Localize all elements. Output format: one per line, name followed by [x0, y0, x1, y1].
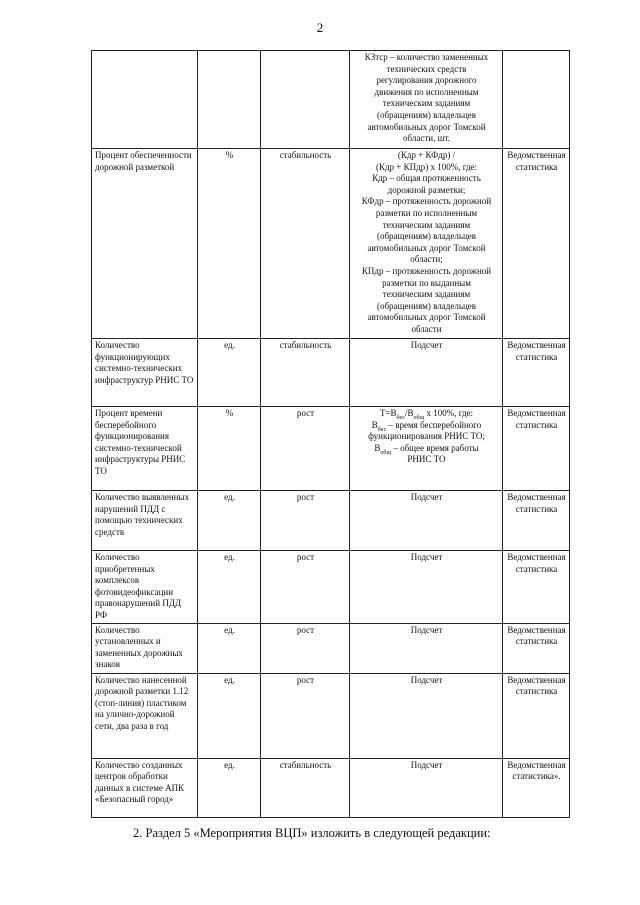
- formula-cell: [350, 149, 503, 339]
- indicator-name-cell: Количество приобретенных комплексов фотовидеофиксации правонарушений ПДД РФ: [92, 551, 198, 624]
- formula-line: автомобильных дорог Томской: [367, 121, 486, 132]
- formula-line: [353, 431, 500, 443]
- unit-cell: ед.: [198, 623, 261, 673]
- formula-line: (обращениям) владельцев: [376, 231, 477, 242]
- indicator-name-cell: Процент времени бесперебойного функционирования системно-технической инфраструктуры РНИС ТО: [92, 407, 198, 491]
- unit-cell: ед.: [198, 491, 261, 551]
- source-cell: Ведомственная статистика: [503, 491, 570, 551]
- source-cell: Ведомственная статистика: [503, 551, 570, 624]
- formula-text: – время бесперебойного: [386, 419, 482, 430]
- formula-line: (обращениям) владельцев: [376, 300, 477, 311]
- unit-cell: ед.: [198, 551, 261, 624]
- formula-line: Подсчет: [410, 624, 443, 635]
- unit-cell: ед.: [198, 339, 261, 407]
- trend-cell: стабильность: [261, 758, 350, 817]
- formula-line: Подсчет: [410, 340, 443, 350]
- formula-cell: [350, 339, 503, 407]
- formula-line: техническим заданиям: [382, 289, 471, 300]
- formula-text: РНИС ТО: [407, 454, 446, 465]
- formula-cell: [350, 551, 503, 624]
- trend-cell: [261, 51, 350, 149]
- section-heading: 2. Раздел 5 «Мероприятия ВЦП» изложить в следующей редакции:: [133, 826, 491, 840]
- formula-line: Подсчет: [410, 759, 443, 770]
- formula-line: (Кдр + КФдр) /: [397, 150, 456, 160]
- unit-cell: ед.: [198, 673, 261, 758]
- trend-cell: стабильность: [261, 149, 350, 339]
- indicator-name-cell: Количество нанесенной дорожной разметки 1.12 (стоп-линия) пластиком на улично-дорожной сети, два раза в год: [92, 673, 198, 758]
- indicator-name-cell: Процент обеспеченности дорожной разметкой: [92, 149, 198, 339]
- source-cell: Ведомственная статистика: [503, 149, 570, 339]
- source-cell: Ведомственная статистика: [503, 623, 570, 673]
- formula-line: Подсчет: [410, 552, 443, 562]
- formula-line: [353, 420, 500, 432]
- formula-line: области, шт.: [402, 133, 451, 144]
- formula-line: дорожной разметки;: [387, 184, 466, 195]
- trend-cell: рост: [261, 623, 350, 673]
- table-row: [92, 551, 570, 624]
- trend-cell: рост: [261, 407, 350, 491]
- formula-line: КПдр – протяженность дорожной: [361, 265, 492, 276]
- indicator-name-cell: [92, 51, 198, 149]
- table-row: [92, 491, 570, 551]
- unit-cell: ед.: [198, 758, 261, 817]
- formula-cell: [350, 51, 503, 149]
- formula-line: регулирования дорожного: [376, 75, 477, 86]
- formula-subscript: общ: [413, 414, 425, 421]
- formula-cell: [350, 673, 503, 758]
- indicators-table: [91, 50, 570, 818]
- table-row: [92, 149, 570, 339]
- page-number: 2: [316, 20, 324, 35]
- trend-cell: стабильность: [261, 339, 350, 407]
- source-cell: Ведомственная статистика: [503, 407, 570, 491]
- formula-text: Т=В: [379, 408, 397, 418]
- formula-line: Подсчет: [410, 492, 443, 502]
- formula-cell: [350, 407, 503, 491]
- formula-cell: [350, 491, 503, 551]
- table-row: [92, 51, 570, 149]
- table-row: [92, 673, 570, 758]
- formula-line: (обращениям) владельцев: [376, 109, 477, 120]
- unit-cell: [198, 51, 261, 149]
- formula-text: х 100%, где:: [424, 408, 474, 418]
- formula-line: техническим заданиям: [382, 219, 471, 230]
- table-row: [92, 339, 570, 407]
- formula-text: /В: [405, 408, 414, 418]
- source-cell: Ведомственная статистика».: [503, 758, 570, 817]
- formula-line: движения по исполненным: [374, 86, 479, 97]
- unit-cell: %: [198, 149, 261, 339]
- formula-line: (Кдр + КПдр) х 100%, где:: [375, 161, 478, 172]
- formula-line: автомобильных дорог Томской: [367, 312, 486, 323]
- formula-line: автомобильных дорог Томской: [367, 242, 486, 253]
- formula-text: В: [374, 442, 381, 453]
- formula-text: функционирования РНИС ТО;: [368, 431, 485, 442]
- formula-text: В: [371, 419, 378, 430]
- formula-subscript: общ: [380, 449, 392, 456]
- formula-line: разметки по выданным: [382, 277, 471, 288]
- indicator-name-cell: Количество созданных центров обработки данных в системе АПК «Безопасный город»: [92, 758, 198, 817]
- formula-line: КФдр – протяженность дорожной: [361, 196, 492, 207]
- formula-line: [353, 408, 500, 420]
- formula-cell: [350, 623, 503, 673]
- formula-line: области;: [410, 254, 443, 265]
- indicator-name-cell: Количество выявленных нарушений ПДД с помощью технических средств: [92, 491, 198, 551]
- formula-subscript: бес: [396, 414, 405, 421]
- source-cell: Ведомственная статистика: [503, 673, 570, 758]
- source-cell: [503, 51, 570, 149]
- formula-line: Кдр – общая протяженность: [372, 173, 481, 184]
- trend-cell: рост: [261, 491, 350, 551]
- formula-line: Подсчет: [410, 674, 443, 685]
- indicator-name-cell: Количество функционирующих системно-технических инфраструктур РНИС ТО: [92, 339, 198, 407]
- table-row: [92, 758, 570, 817]
- formula-line: техническим заданиям: [382, 98, 471, 109]
- indicator-name-cell: Количество установленных и замененных дорожных знаков: [92, 623, 198, 673]
- trend-cell: рост: [261, 551, 350, 624]
- formula-cell: [350, 758, 503, 817]
- table-row: [92, 623, 570, 673]
- table-row: [92, 407, 570, 491]
- formula-line: разметки по исполненным: [375, 207, 478, 218]
- trend-cell: рост: [261, 673, 350, 758]
- formula-subscript: бес: [377, 426, 387, 433]
- formula-line: [353, 443, 500, 455]
- formula-line: области: [411, 323, 442, 334]
- formula-line: КЗтср – количество замененных: [364, 52, 489, 62]
- formula-text: – общее время работы: [391, 442, 479, 453]
- formula-line: [353, 454, 500, 466]
- table-body: [92, 51, 570, 818]
- formula-line: технических средств: [386, 63, 467, 74]
- unit-cell: %: [198, 407, 261, 491]
- source-cell: Ведомственная статистика: [503, 339, 570, 407]
